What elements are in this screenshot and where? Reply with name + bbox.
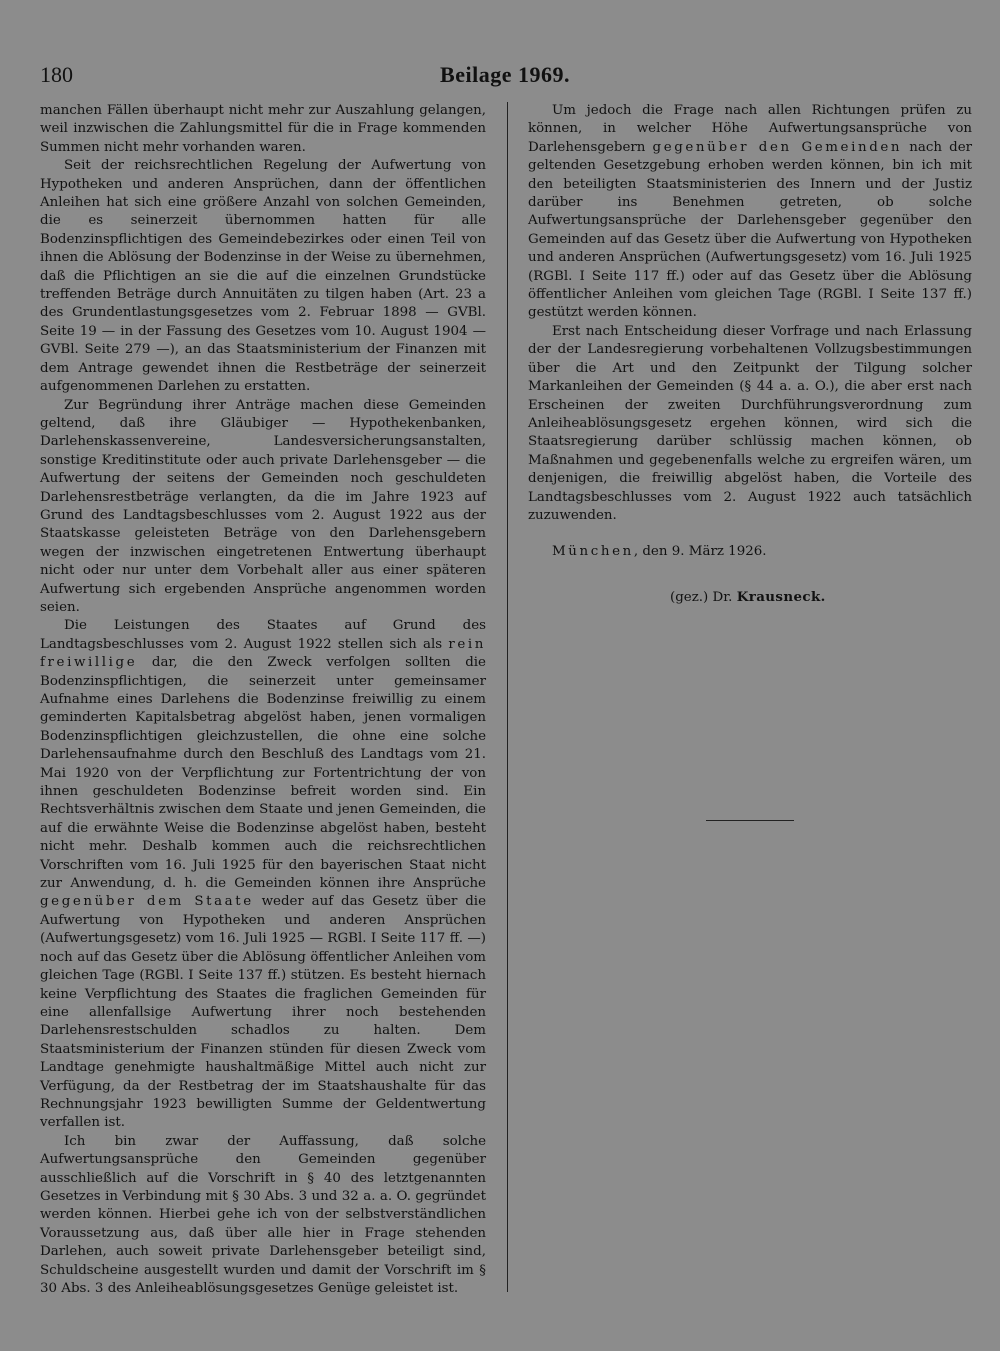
emphasized-text: gegenüber dem Staate (40, 894, 254, 910)
paragraph (40, 617, 486, 1132)
emphasized-text: rein freiwillige (40, 636, 486, 671)
paragraph: Zur Begründung ihrer Anträge machen diese Gemeinden geltend, daß ihre Gläubiger — Hypothekenbanken, Darlehenskassenvereine, Landesversicherungsanstalten, sonstige Kreditinstitute oder auch private Darlehensgeber — die Aufwertung der seitens der Gemeinden noch geschuldeten Darlehensrestbeträge verlangten, da die im Jahre 1923 auf Grund des Landtagsbeschlusses vom 2. August 1922 aus der Staatskasse geleisteten Beträge von den Darlehensgebern wegen der inzwischen eingetretenen Entwertung überhaupt nicht oder nur unter dem Vorbehalt aller aus einer späteren Aufwertung sich ergebenden Ansprüche angenommen worden seien. (40, 397, 486, 615)
text-span: weder auf das Gesetz über die Aufwertung von Hypotheken und anderen Ansprüchen (Aufwertungsgesetz) vom 16. Juli 1925 — RGBl. I Seite 117 ff. —) noch auf das Gesetz über die Ablösung öffentlicher Anleihen vom gleichen Tage (RGBl. I Seite 137 ff.) stützen. Es besteht hiernach keine Verpflichtung des Staates die fraglichen Gemeinden für eine allenfallsige Aufwertung ihrer noch bestehenden Darlehensrestschulden schadlos zu halten. Dem Staatsministerium der Finanzen stünden für diesen Zweck vom Landtage genehmigte haushaltmäßige Mittel auch nicht zur Verfügung, da der Restbetrag der im Staatshaushalte für das Rechnungsjahr 1923 bewilligten Summe der Geldentwertung verfallen ist. (40, 894, 486, 1131)
text-span: Um jedoch die Frage nach allen Richtungen prüfen zu können, in welcher Höhe Aufwertungsansprüche von Darlehensgebern (528, 103, 972, 155)
right-column (528, 102, 972, 607)
signature-prefix: (gez.) Dr. (670, 589, 733, 605)
paragraph (528, 102, 972, 323)
page-number: 180 (40, 62, 73, 87)
text-span: dar, die den Zweck verfolgen sollten die Bodenzinspflichtigen, die seinerzeit unter gemeinsamer Aufnahme eines Darlehens die Bodenzinse freiwillig zu einem geminderten Kapitalsbetrag abgelöst haben, jenen vormaligen Bodenzinspflichtigen gleichzustellen, die ohne eine solche Darlehensaufnahme durch den Beschluß des Landtags vom 21. Mai 1920 von der Verpflichtung zur Fortentrichtung der von ihnen geschuldeten Bodenzinse befreit worden sind. Ein Rechtsverhältnis zwischen dem Staate und jenen Gemeinden, die auf die erwähnte Weise die Bodenzinse abgelöst haben, besteht nicht mehr. Deshalb kommen auch die reichsrechtlichen Vorschriften vom 16. Juli 1925 für den bayerischen Staat nicht zur Anwendung, d. h. die Gemeinden können ihre Ansprüche (40, 655, 486, 892)
place-name: München (552, 544, 634, 560)
closing-rule (706, 820, 794, 821)
paragraph: Ich bin zwar der Auffassung, daß solche Aufwertungsansprüche den Gemeinden gegenüber ausschließlich auf die Vorschrift in § 40 des letztgenannten Gesetzes in Verbindung mit § 30 Abs. 3 und 32 a. a. O. gegründet werden können. Hierbei gehe ich von der selbstverständlichen Voraussetzung aus, daß über alle hier in Frage stehenden Darlehen, auch soweit private Darlehensgeber beteiligt sind, Schuldscheine ausgestellt wurden und damit der Vorschrift im § 30 Abs. 3 des Anleiheablösungsgesetzes Genüge geleistet ist. (40, 1133, 486, 1296)
left-column (40, 102, 486, 1298)
paragraph: manchen Fällen überhaupt nicht mehr zur Auszahlung gelangen, weil inzwischen die Zahlungsmittel für die in Frage kommenden Summen nicht mehr vorhanden waren. (40, 103, 486, 155)
running-head: Beilage 1969. (440, 62, 570, 87)
page-header (40, 62, 970, 92)
paragraph: Erst nach Entscheidung dieser Vorfrage und nach Erlassung der der Landesregierung vorbehaltenen Vollzugsbestimmungen über die Art und den Zeitpunkt der Tilgung solcher Markanleihen der Gemeinden (§ 44 a. a. O.), die aber erst nach Erscheinen der zweiten Durchführungsverordnung zum Anleiheablösungsgesetz ergehen können, wird sich die Staatsregierung darüber schlüssig machen können, ob Maßnahmen und gegebenenfalls welche zu ergreifen wären, um denjenigen, die freiwillig abgelöst haben, die Vorteile des Landtagsbeschlusses vom 2. August 1922 auch tatsächlich zuzuwenden. (528, 323, 972, 523)
signature-line (528, 588, 972, 607)
signer-name: Krausneck. (736, 588, 826, 605)
paragraph: Seit der reichsrechtlichen Regelung der Aufwertung von Hypotheken und anderen Ansprüchen, dann der öffentlichen Anleihen hat sich eine größere Anzahl von solchen Gemeinden, die es seinerzeit übernommen hatten für alle Bodenzinspflichtigen des Gemeindebezirkes oder einen Teil von ihnen die Ablösung der Bodenzinse in der Weise zu übernehmen, daß die Pflichtigen an sie die auf die einzelnen Grundstücke treffenden Beträge durch Annuitäten zu tilgen haben (Art. 23 a des Grundentlastungsgesetzes vom 2. Februar 1898 — GVBl. Seite 19 — in der Fassung des Gesetzes vom 10. August 1904 — GVBl. Seite 279 —), an das Staatsministerium der Finanzen mit dem Antrage gewendet ihnen die Restbeträge der seinerzeit aufgenommenen Darlehen zu erstatten. (40, 158, 486, 395)
column-divider (507, 102, 508, 1292)
text-span: nach der geltenden Gesetzgebung erhoben werden können, bin ich mit den beteiligten Staatsministerien des Innern und der Justiz darüber ins Benehmen getreten, ob solche Aufwertungsansprüche der Darlehensgeber gegenüber den Gemeinden auf das Gesetz über die Aufwertung von Hypotheken und anderen Ansprüchen (Aufwertungsgesetz) vom 16. Juli 1925 (RGBl. I Seite 117 ff.) oder auf das Gesetz über die Ablösung öffentlicher Anleihen vom gleichen Tage (RGBl. I Seite 137 ff.) gestützt werden können. (528, 139, 973, 321)
emphasized-text: gegenüber den Gemeinden (652, 139, 903, 155)
date-line (528, 543, 972, 561)
date-text: , den 9. März 1926. (633, 544, 767, 560)
text-span: Die Leistungen des Staates auf Grund des Landtagsbeschlusses vom 2. August 1922 stellen sich als (40, 618, 486, 652)
